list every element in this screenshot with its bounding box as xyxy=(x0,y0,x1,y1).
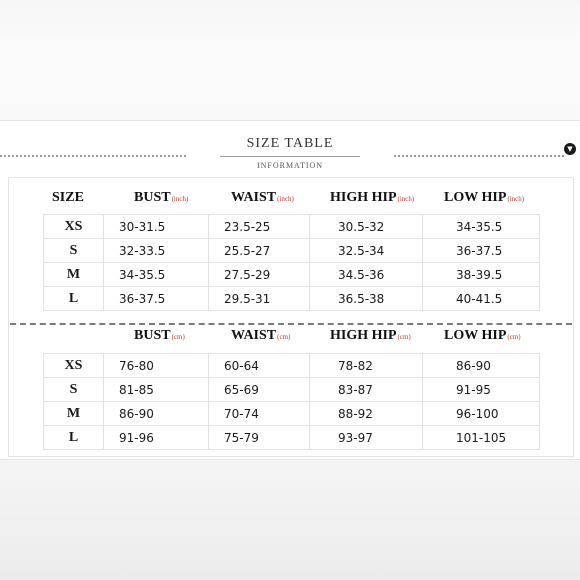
header-waist: WAIST(cm) xyxy=(231,328,291,343)
cm-table-header xyxy=(0,328,580,348)
high-hip-cell: 30.5-32 xyxy=(310,215,423,239)
cm-size-table xyxy=(43,353,540,450)
dotted-divider-right xyxy=(394,155,564,157)
low-hip-cell: 40-41.5 xyxy=(423,287,540,311)
low-hip-cell: 86-90 xyxy=(423,354,540,378)
size-cell: XS xyxy=(44,215,104,239)
high-hip-cell: 36.5-38 xyxy=(310,287,423,311)
table-row xyxy=(44,287,540,311)
header-high-hip: HIGH HIP(inch) xyxy=(330,190,415,205)
unit-label: (inch) xyxy=(507,195,525,203)
unit-label: (cm) xyxy=(277,333,291,341)
size-cell: L xyxy=(44,426,104,450)
high-hip-cell: 34.5-36 xyxy=(310,263,423,287)
page-subtitle: INFORMATION xyxy=(256,161,324,170)
bust-cell: 91-96 xyxy=(104,426,209,450)
unit-label: (inch) xyxy=(277,195,294,203)
high-hip-cell: 78-82 xyxy=(310,354,423,378)
waist-cell: 23.5-25 xyxy=(209,215,310,239)
waist-cell: 75-79 xyxy=(209,426,310,450)
header-bust: BUST(cm) xyxy=(134,328,185,343)
high-hip-cell: 83-87 xyxy=(310,378,423,402)
header-low-hip: LOW HIP(inch) xyxy=(444,190,525,205)
bust-cell: 32-33.5 xyxy=(104,239,209,263)
page-title: SIZE TABLE xyxy=(246,136,334,151)
size-cell: XS xyxy=(44,354,104,378)
unit-label: (cm) xyxy=(507,333,521,341)
bust-cell: 86-90 xyxy=(104,402,209,426)
bust-cell: 30-31.5 xyxy=(104,215,209,239)
waist-cell: 65-69 xyxy=(209,378,310,402)
dotted-divider-left xyxy=(0,155,186,157)
chevron-down-icon[interactable]: ▼ xyxy=(564,143,576,155)
table-separator xyxy=(10,323,572,325)
waist-cell: 70-74 xyxy=(209,402,310,426)
header-waist: WAIST(inch) xyxy=(231,190,294,205)
size-cell: S xyxy=(44,378,104,402)
bust-cell: 36-37.5 xyxy=(104,287,209,311)
size-cell: M xyxy=(44,263,104,287)
inch-size-table xyxy=(43,214,540,311)
low-hip-cell: 91-95 xyxy=(423,378,540,402)
unit-label: (cm) xyxy=(171,333,185,341)
bust-cell: 34-35.5 xyxy=(104,263,209,287)
table-row xyxy=(44,239,540,263)
high-hip-cell: 88-92 xyxy=(310,402,423,426)
header-low-hip: LOW HIP(cm) xyxy=(444,328,521,343)
low-hip-cell: 34-35.5 xyxy=(423,215,540,239)
size-cell: M xyxy=(44,402,104,426)
unit-label: (inch) xyxy=(171,195,189,203)
high-hip-cell: 32.5-34 xyxy=(310,239,423,263)
table-row xyxy=(44,354,540,378)
bust-cell: 81-85 xyxy=(104,378,209,402)
low-hip-cell: 96-100 xyxy=(423,402,540,426)
unit-label: (inch) xyxy=(397,195,415,203)
header-bust: BUST(inch) xyxy=(134,190,189,205)
low-hip-cell: 101-105 xyxy=(423,426,540,450)
high-hip-cell: 93-97 xyxy=(310,426,423,450)
table-row xyxy=(44,378,540,402)
title-underline xyxy=(220,156,360,157)
header-size: SIZE xyxy=(52,190,84,205)
low-hip-cell: 38-39.5 xyxy=(423,263,540,287)
size-cell: S xyxy=(44,239,104,263)
low-hip-cell: 36-37.5 xyxy=(423,239,540,263)
unit-label: (cm) xyxy=(397,333,411,341)
size-cell: L xyxy=(44,287,104,311)
waist-cell: 27.5-29 xyxy=(209,263,310,287)
table-row xyxy=(44,215,540,239)
inch-table-header xyxy=(0,190,580,210)
table-row xyxy=(44,402,540,426)
waist-cell: 25.5-27 xyxy=(209,239,310,263)
bust-cell: 76-80 xyxy=(104,354,209,378)
waist-cell: 60-64 xyxy=(209,354,310,378)
table-row xyxy=(44,263,540,287)
table-row xyxy=(44,426,540,450)
waist-cell: 29.5-31 xyxy=(209,287,310,311)
header-high-hip: HIGH HIP(cm) xyxy=(330,328,411,343)
